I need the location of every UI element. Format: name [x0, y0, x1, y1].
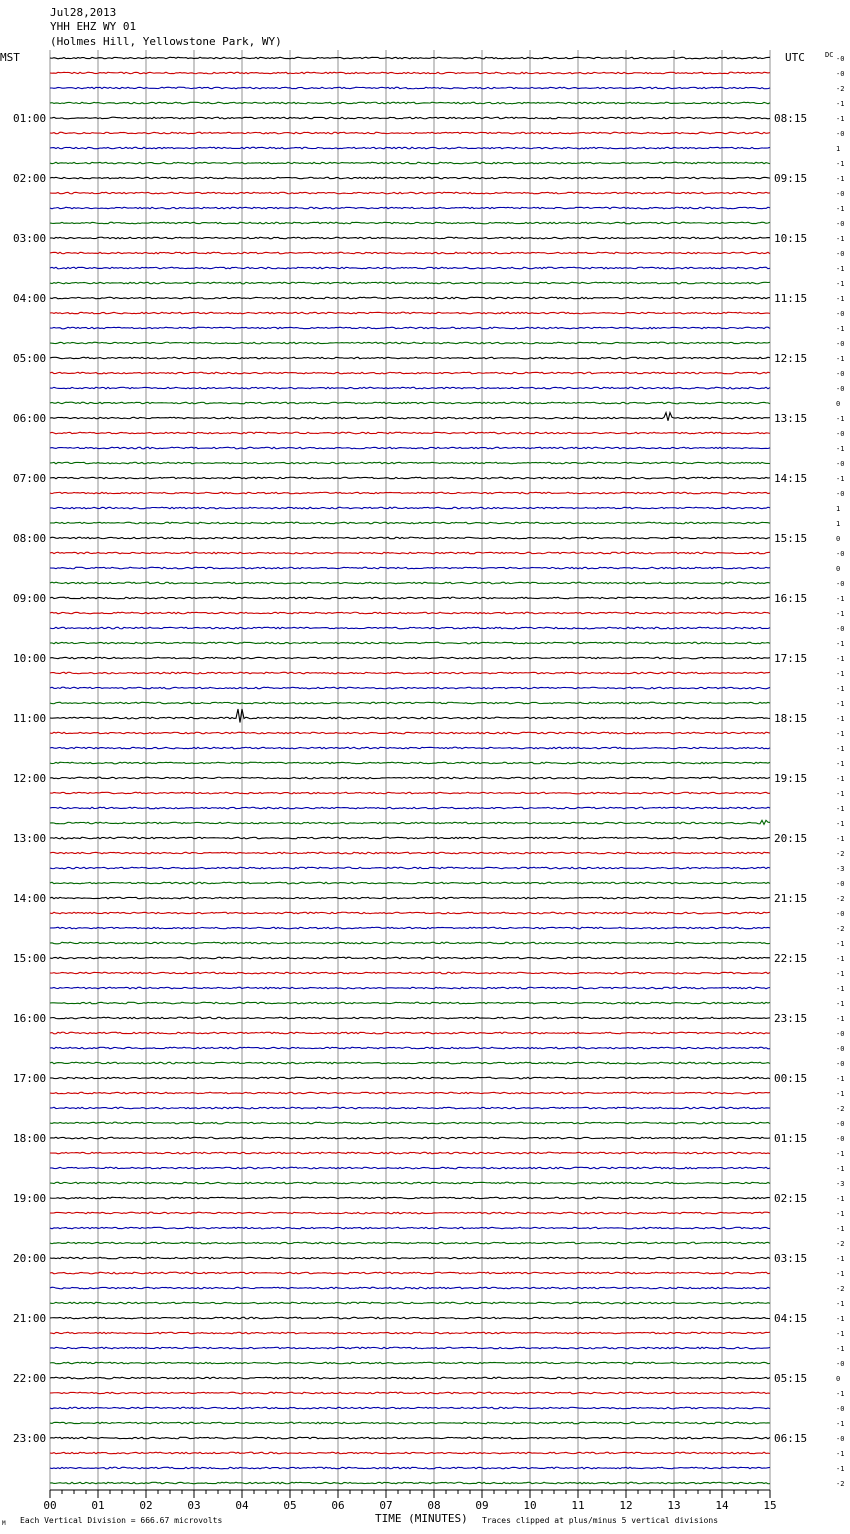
trace-line [50, 522, 770, 524]
dc-offset-label: -1 [836, 685, 845, 693]
right-hour-label: 03:15 [774, 1252, 808, 1265]
dc-offset-label: -0 [836, 910, 845, 918]
trace-line [50, 1122, 770, 1124]
trace-line [50, 627, 770, 629]
trace-line [50, 582, 770, 584]
dc-offset-label: -1 [836, 790, 845, 798]
dc-offset-label: -0 [836, 460, 845, 468]
dc-offset-label: -1 [836, 1255, 845, 1263]
dc-offset-label: -1 [836, 1015, 845, 1023]
right-timezone-label: UTC [785, 51, 805, 64]
left-hour-label: 08:00 [13, 532, 47, 545]
dc-offset-label: -1 [836, 715, 845, 723]
dc-offset-label: -1 [836, 475, 845, 483]
left-hour-label: 09:00 [13, 592, 47, 605]
right-hour-label: 11:15 [774, 292, 808, 305]
dc-offset-label: -0 [836, 1135, 845, 1143]
left-hour-label: 01:00 [13, 112, 47, 125]
trace-line [50, 702, 770, 704]
trace-line [50, 312, 770, 314]
dc-offset-label: -1 [836, 175, 845, 183]
right-hour-label: 18:15 [774, 712, 808, 725]
trace-line [50, 567, 770, 569]
trace-line [50, 357, 770, 359]
right-hour-label: 13:15 [774, 412, 808, 425]
right-hour-label: 01:15 [774, 1132, 808, 1145]
dc-offset-label: -1 [836, 640, 845, 648]
trace-line [50, 597, 770, 599]
trace-line [50, 1437, 770, 1439]
trace-line [50, 1017, 770, 1019]
trace-line [50, 1362, 770, 1364]
trace-line [50, 492, 770, 494]
trace-line [50, 432, 770, 434]
dc-offset-label: -1 [836, 1090, 845, 1098]
dc-offset-label: -1 [836, 1450, 845, 1458]
dc-offset-label: -1 [836, 445, 845, 453]
trace-line [50, 402, 770, 404]
right-hour-label: 08:15 [774, 112, 808, 125]
trace-line [50, 162, 770, 164]
trace-line [50, 837, 770, 839]
dc-offset-label: -1 [836, 775, 845, 783]
left-hour-label: 11:00 [13, 712, 47, 725]
dc-offset-label: -1 [836, 730, 845, 738]
right-hour-label: 21:15 [774, 892, 808, 905]
dc-offset-label: -1 [836, 325, 845, 333]
x-tick-label: 12 [619, 1499, 633, 1512]
dc-offset-label: -1 [836, 1300, 845, 1308]
right-hour-label: 14:15 [774, 472, 808, 485]
right-hour-labels [774, 112, 807, 1445]
trace-line [50, 897, 770, 899]
trace-line [50, 462, 770, 464]
trace-line [50, 1257, 770, 1259]
x-tick-label: 08 [427, 1499, 441, 1512]
dc-offset-label: -0 [836, 250, 845, 258]
trace-line [50, 1407, 770, 1409]
trace-line [50, 672, 770, 674]
trace-line [50, 192, 770, 194]
trace-line [50, 867, 770, 869]
trace-line [50, 413, 770, 421]
trace-line [50, 1107, 770, 1109]
x-tick-label: 05 [283, 1499, 297, 1512]
dc-offset-label: 0 [836, 565, 841, 573]
dc-offset-label: -1 [836, 670, 845, 678]
trace-line [50, 657, 770, 659]
trace-line [50, 1287, 770, 1289]
dc-offset-label: -2 [836, 925, 845, 933]
dc-offset-label: 0 [836, 400, 841, 408]
dc-offset-label: -1 [836, 1420, 845, 1428]
trace-line [50, 709, 770, 723]
trace-line [50, 1242, 770, 1244]
dc-offset-label: -1 [836, 805, 845, 813]
dc-offset-label: -0 [836, 310, 845, 318]
left-timezone-label: MST [0, 51, 20, 64]
trace-line [50, 237, 770, 239]
trace-line [50, 927, 770, 929]
dc-offset-label: -0 [836, 1120, 845, 1128]
dc-offset-label: -1 [836, 355, 845, 363]
left-hour-label: 14:00 [13, 892, 47, 905]
dc-offset-label: -1 [836, 655, 845, 663]
trace-line [50, 912, 770, 914]
dc-offset-label: -0 [836, 625, 845, 633]
trace-line [50, 1152, 770, 1154]
dc-offset-labels [836, 55, 844, 1488]
right-hour-label: 05:15 [774, 1372, 808, 1385]
right-hour-label: 09:15 [774, 172, 808, 185]
right-hour-label: 06:15 [774, 1432, 808, 1445]
x-tick-label: 06 [331, 1499, 345, 1512]
trace-line [50, 1272, 770, 1274]
dc-offset-label: -0 [836, 220, 845, 228]
trace-line [50, 267, 770, 269]
dc-offset-label: -1 [836, 1345, 845, 1353]
trace-line [50, 387, 770, 389]
left-hour-label: 04:00 [13, 292, 47, 305]
dc-offset-label: 1 [836, 145, 841, 153]
trace-line [50, 222, 770, 224]
dc-offset-label: -2 [836, 1285, 845, 1293]
trace-line [50, 852, 770, 854]
left-hour-label: 22:00 [13, 1372, 47, 1385]
chart-title: YHH EHZ WY 01 [50, 20, 137, 33]
dc-offset-label: -1 [836, 1315, 845, 1323]
right-hour-label: 10:15 [774, 232, 808, 245]
right-hour-label: 23:15 [774, 1012, 808, 1025]
left-hour-label: 15:00 [13, 952, 47, 965]
trace-line [50, 1197, 770, 1199]
x-tick-label: 14 [715, 1499, 729, 1512]
trace-line [50, 57, 770, 59]
x-tick-label: 11 [571, 1499, 585, 1512]
dc-offset-label: -2 [836, 895, 845, 903]
left-hour-label: 12:00 [13, 772, 47, 785]
dc-offset-label: -3 [836, 1180, 845, 1188]
trace-line [50, 762, 770, 764]
trace-line [50, 1302, 770, 1304]
x-axis-title: TIME (MINUTES) [375, 1512, 468, 1525]
trace-line [50, 72, 770, 74]
clip-note: Traces clipped at plus/minus 5 vertical divisions [482, 1516, 719, 1525]
dc-offset-label: -1 [836, 745, 845, 753]
trace-line [50, 372, 770, 374]
scale-note: Each Vertical Division = 666.67 microvolts [20, 1516, 223, 1525]
trace-line [50, 820, 770, 824]
dc-offset-label: -0 [836, 55, 845, 63]
left-hour-label: 06:00 [13, 412, 47, 425]
dc-offset-label: -2 [836, 1240, 845, 1248]
dc-offset-label: -1 [836, 160, 845, 168]
trace-line [50, 1482, 770, 1484]
dc-offset-label: 0 [836, 535, 841, 543]
trace-line [50, 102, 770, 104]
right-hour-label: 16:15 [774, 592, 808, 605]
chart-subtitle: (Holmes Hill, Yellowstone Park, WY) [50, 35, 282, 48]
dc-offset-label: -1 [836, 1000, 845, 1008]
x-tick-label: 04 [235, 1499, 249, 1512]
left-hour-label: 23:00 [13, 1432, 47, 1445]
trace-line [50, 1467, 770, 1469]
dc-offset-label: -2 [836, 850, 845, 858]
dc-offset-label: -0 [836, 1405, 845, 1413]
trace-line [50, 342, 770, 344]
dc-offset-label: -1 [836, 820, 845, 828]
dc-offset-label: -1 [836, 1210, 845, 1218]
trace-line [50, 1377, 770, 1379]
x-tick-label: 02 [139, 1499, 153, 1512]
trace-line [50, 207, 770, 209]
trace-line [50, 942, 770, 944]
dc-offset-label: -0 [836, 1360, 845, 1368]
dc-offset-label: -1 [836, 955, 845, 963]
dc-offset-label: -0 [836, 490, 845, 498]
trace-line [50, 1167, 770, 1169]
trace-series [50, 57, 770, 1484]
x-tick-label: 09 [475, 1499, 489, 1512]
dc-offset-label: -1 [836, 1330, 845, 1338]
dc-label: DC [825, 51, 834, 59]
trace-line [50, 117, 770, 119]
dc-offset-label: -1 [836, 115, 845, 123]
x-tick-label: 01 [91, 1499, 105, 1512]
left-hour-label: 20:00 [13, 1252, 47, 1265]
trace-line [50, 1392, 770, 1394]
left-hour-label: 10:00 [13, 652, 47, 665]
trace-line [50, 1422, 770, 1424]
dc-offset-label: -1 [836, 415, 845, 423]
trace-line [50, 87, 770, 89]
trace-line [50, 642, 770, 644]
dc-offset-label: -1 [836, 700, 845, 708]
dc-offset-label: -0 [836, 1045, 845, 1053]
dc-offset-label: -0 [836, 1435, 845, 1443]
dc-offset-label: -1 [836, 1165, 845, 1173]
trace-line [50, 282, 770, 284]
left-hour-label: 02:00 [13, 172, 47, 185]
dc-offset-label: -1 [836, 295, 845, 303]
dc-offset-label: -0 [836, 550, 845, 558]
dc-offset-label: -0 [836, 1060, 845, 1068]
right-hour-label: 04:15 [774, 1312, 808, 1325]
dc-offset-label: -2 [836, 1480, 845, 1488]
dc-offset-label: -1 [836, 1465, 845, 1473]
dc-offset-label: -0 [836, 1030, 845, 1038]
dc-offset-label: -0 [836, 340, 845, 348]
chart-date: Jul28,2013 [50, 6, 117, 19]
dc-offset-label: -1 [836, 1390, 845, 1398]
right-hour-label: 02:15 [774, 1192, 808, 1205]
trace-line [50, 747, 770, 749]
right-hour-label: 17:15 [774, 652, 808, 665]
right-hour-label: 15:15 [774, 532, 808, 545]
left-hour-label: 17:00 [13, 1072, 47, 1085]
trace-line [50, 327, 770, 329]
dc-offset-label: -1 [836, 1150, 845, 1158]
trace-line [50, 1452, 770, 1454]
left-hour-label: 07:00 [13, 472, 47, 485]
trace-line [50, 1317, 770, 1319]
dc-offset-label: -0 [836, 190, 845, 198]
trace-line [50, 612, 770, 614]
dc-offset-label: -1 [836, 1225, 845, 1233]
dc-offset-label: -0 [836, 130, 845, 138]
trace-line [50, 1332, 770, 1334]
dc-offset-label: 1 [836, 520, 841, 528]
dc-offset-label: -1 [836, 760, 845, 768]
dc-offset-label: -1 [836, 940, 845, 948]
x-axis [43, 1490, 776, 1512]
trace-line [50, 777, 770, 779]
left-hour-label: 13:00 [13, 832, 47, 845]
trace-line [50, 1227, 770, 1229]
dc-offset-label: -0 [836, 385, 845, 393]
trace-line [50, 252, 770, 254]
right-hour-label: 22:15 [774, 952, 808, 965]
dc-offset-label: -0 [836, 880, 845, 888]
x-tick-label: 00 [43, 1499, 57, 1512]
trace-line [50, 1047, 770, 1049]
left-hour-labels [13, 112, 46, 1445]
dc-offset-label: -1 [836, 835, 845, 843]
trace-line [50, 447, 770, 449]
x-tick-label: 07 [379, 1499, 393, 1512]
trace-line [50, 297, 770, 299]
dc-offset-label: -1 [836, 265, 845, 273]
trace-line [50, 987, 770, 989]
corner-mark: M [2, 1520, 6, 1527]
trace-line [50, 552, 770, 554]
dc-offset-label: -0 [836, 430, 845, 438]
left-hour-label: 19:00 [13, 1192, 47, 1205]
trace-line [50, 507, 770, 509]
x-tick-label: 10 [523, 1499, 537, 1512]
dc-offset-label: -0 [836, 70, 845, 78]
dc-offset-label: -2 [836, 85, 845, 93]
trace-line [50, 1212, 770, 1214]
dc-offset-label: 1 [836, 505, 841, 513]
x-tick-label: 03 [187, 1499, 201, 1512]
trace-line [50, 1092, 770, 1094]
x-tick-label: 13 [667, 1499, 681, 1512]
right-hour-label: 12:15 [774, 352, 808, 365]
dc-offset-label: -1 [836, 235, 845, 243]
right-hour-label: 19:15 [774, 772, 808, 785]
dc-offset-label: -0 [836, 370, 845, 378]
trace-line [50, 1077, 770, 1079]
chart-header [50, 6, 282, 48]
dc-offset-label: -1 [836, 280, 845, 288]
left-hour-label: 18:00 [13, 1132, 47, 1145]
dc-offset-label: -1 [836, 1270, 845, 1278]
dc-offset-label: -1 [836, 205, 845, 213]
minute-grid [50, 50, 770, 1491]
trace-line [50, 1032, 770, 1034]
trace-line [50, 132, 770, 134]
right-hour-label: 20:15 [774, 832, 808, 845]
dc-offset-label: -1 [836, 1075, 845, 1083]
trace-line [50, 147, 770, 149]
dc-offset-label: -1 [836, 100, 845, 108]
trace-line [50, 1182, 770, 1184]
dc-offset-label: -1 [836, 970, 845, 978]
left-hour-label: 21:00 [13, 1312, 47, 1325]
left-hour-label: 16:00 [13, 1012, 47, 1025]
trace-line [50, 177, 770, 179]
dc-offset-label: -3 [836, 865, 845, 873]
dc-offset-label: -1 [836, 610, 845, 618]
trace-line [50, 732, 770, 734]
dc-offset-label: -2 [836, 1105, 845, 1113]
left-hour-label: 05:00 [13, 352, 47, 365]
trace-line [50, 807, 770, 809]
trace-line [50, 882, 770, 884]
dc-offset-label: -1 [836, 1195, 845, 1203]
trace-line [50, 1002, 770, 1004]
trace-line [50, 1347, 770, 1349]
trace-line [50, 972, 770, 974]
left-hour-label: 03:00 [13, 232, 47, 245]
right-hour-label: 00:15 [774, 1072, 808, 1085]
trace-line [50, 957, 770, 959]
trace-line [50, 1062, 770, 1064]
dc-offset-label: -0 [836, 580, 845, 588]
dc-offset-label: 0 [836, 1375, 841, 1383]
trace-line [50, 477, 770, 479]
x-tick-label: 15 [763, 1499, 777, 1512]
trace-line [50, 537, 770, 539]
trace-line [50, 1137, 770, 1139]
dc-offset-label: -1 [836, 985, 845, 993]
trace-line [50, 687, 770, 689]
trace-line [50, 792, 770, 794]
dc-offset-label: -1 [836, 595, 845, 603]
